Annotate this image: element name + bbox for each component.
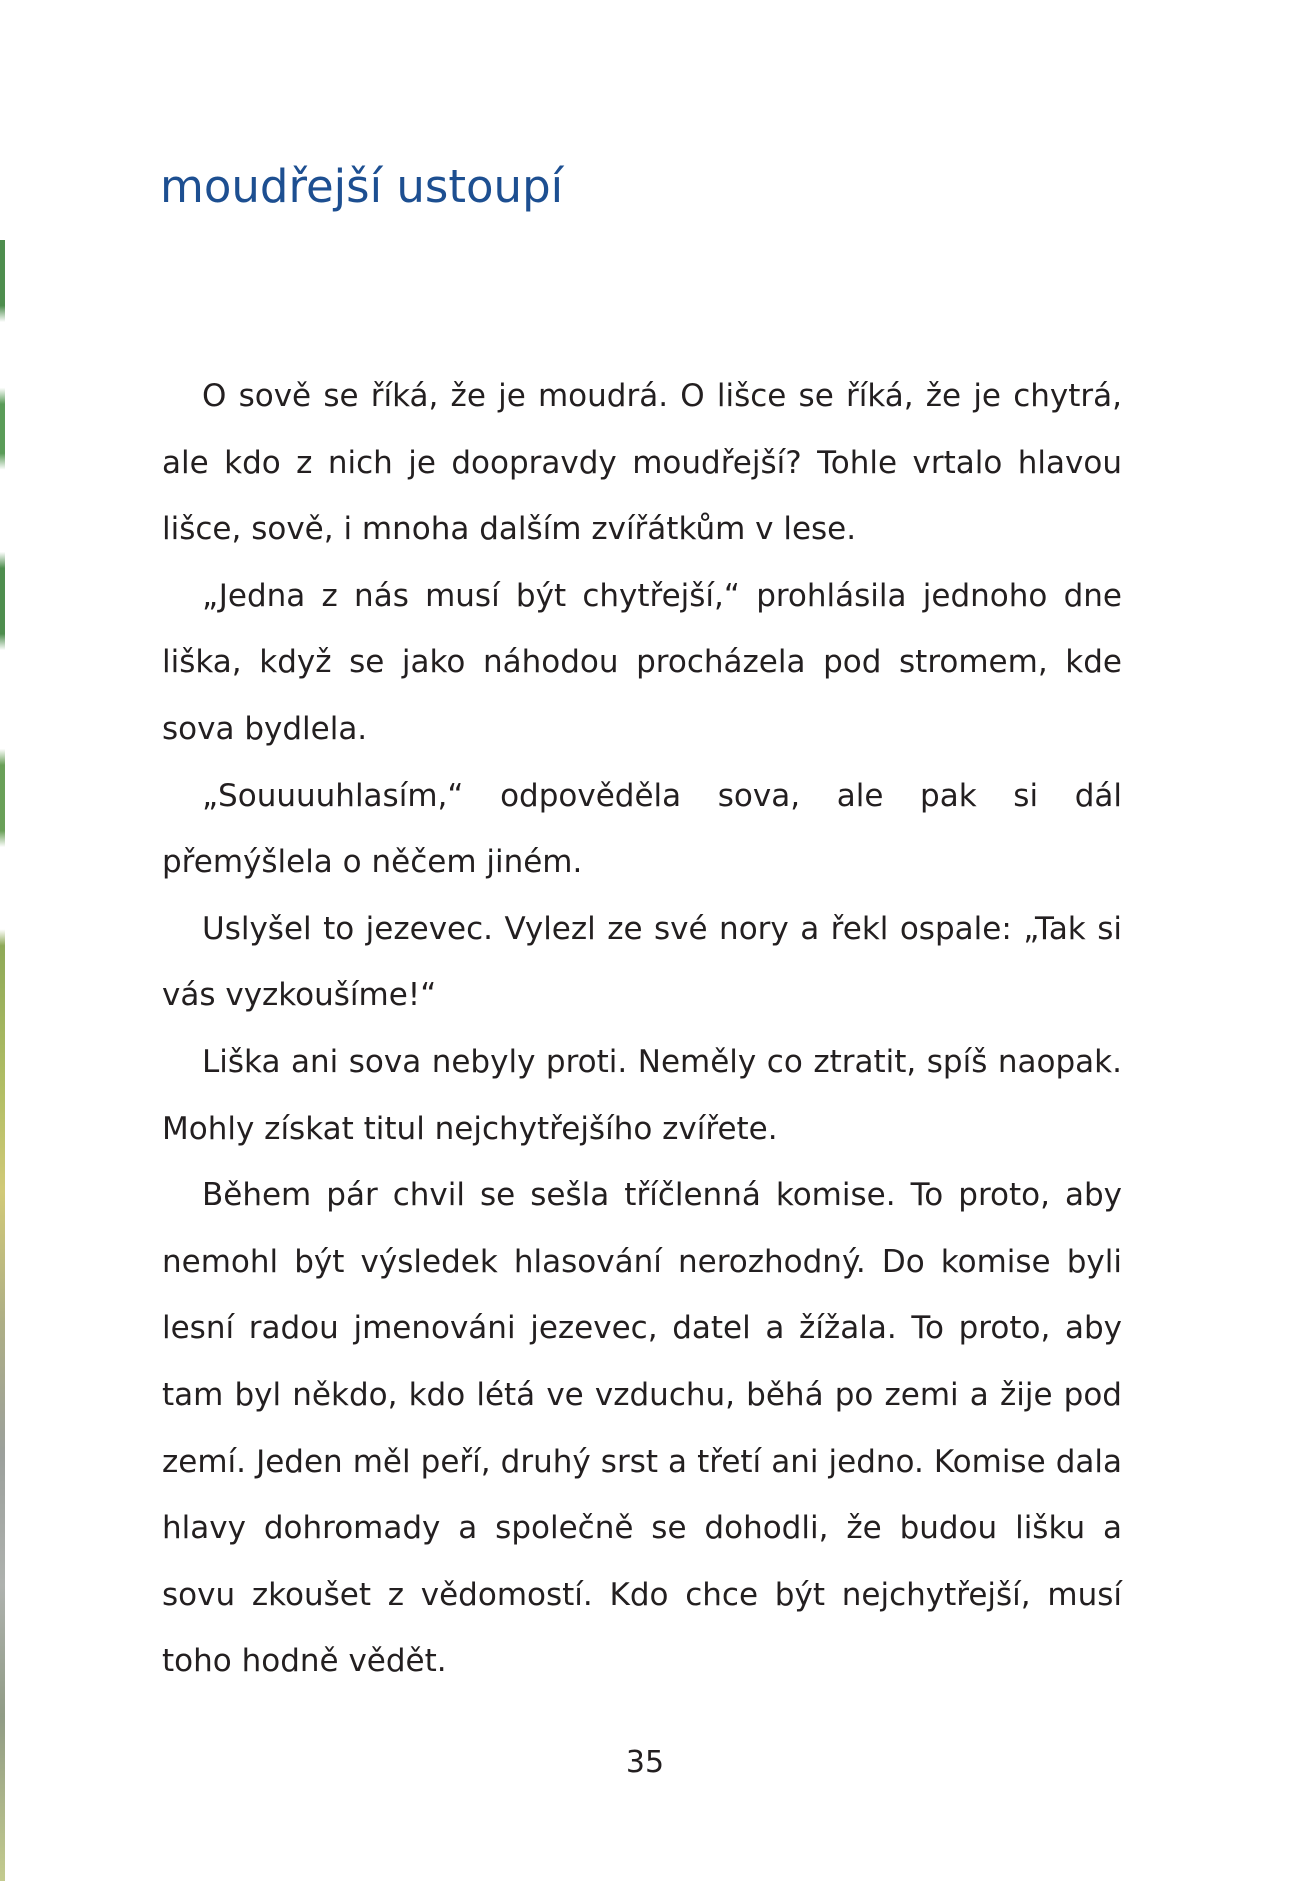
paragraph-4: Uslyšel to jezevec. Vylezl ze své nory a řekl ospale: „Tak si vás vyzkoušíme!“ <box>162 910 1122 1014</box>
chapter-title: moudřejší ustoupí <box>160 160 564 213</box>
paragraph-5: Liška ani sova nebyly proti. Neměly co ztratit, spíš naopak. Mohly získat titul nejchytřejšího zvířete. <box>162 1043 1122 1147</box>
paragraph-6: Během pár chvil se sešla tříčlenná komise. To proto, aby nemohl být výsledek hlasování nerozhodný. Do komise byli lesní radou jmenováni jezevec, datel a žížala. To proto, aby tam byl někdo, kdo létá ve vzduchu, běhá po zemi a žije pod zemí. Jeden měl peří, druhý srst a třetí ani jedno. Komise dala hlavy dohromady a společně se dohodli, že budou lišku a sovu zkoušet z vědomostí. Kdo chce být nejchytřejší, musí toho hodně vědět. <box>162 1177 1122 1680</box>
paragraph-1: O sově se říká, že je moudrá. O lišce se říká, že je chytrá, ale kdo z nich je doopravdy moudřejší? Tohle vrtalo hlavou lišce, sově, i mnoha dalším zvířátkům v lese. <box>162 378 1122 548</box>
page-number: 35 <box>625 1745 665 1780</box>
paragraph-3: „Souuuuhlasím,“ odpověděla sova, ale pak si dál přemýšlela o něčem jiném. <box>162 777 1122 881</box>
story-text <box>162 363 1122 1695</box>
page-edge-illustration-strip <box>0 240 5 1881</box>
paragraph-2: „Jedna z nás musí být chytřejší,“ prohlásila jednoho dne liška, když se jako náhodou procházela pod stromem, kde sova bydlela. <box>162 577 1122 747</box>
